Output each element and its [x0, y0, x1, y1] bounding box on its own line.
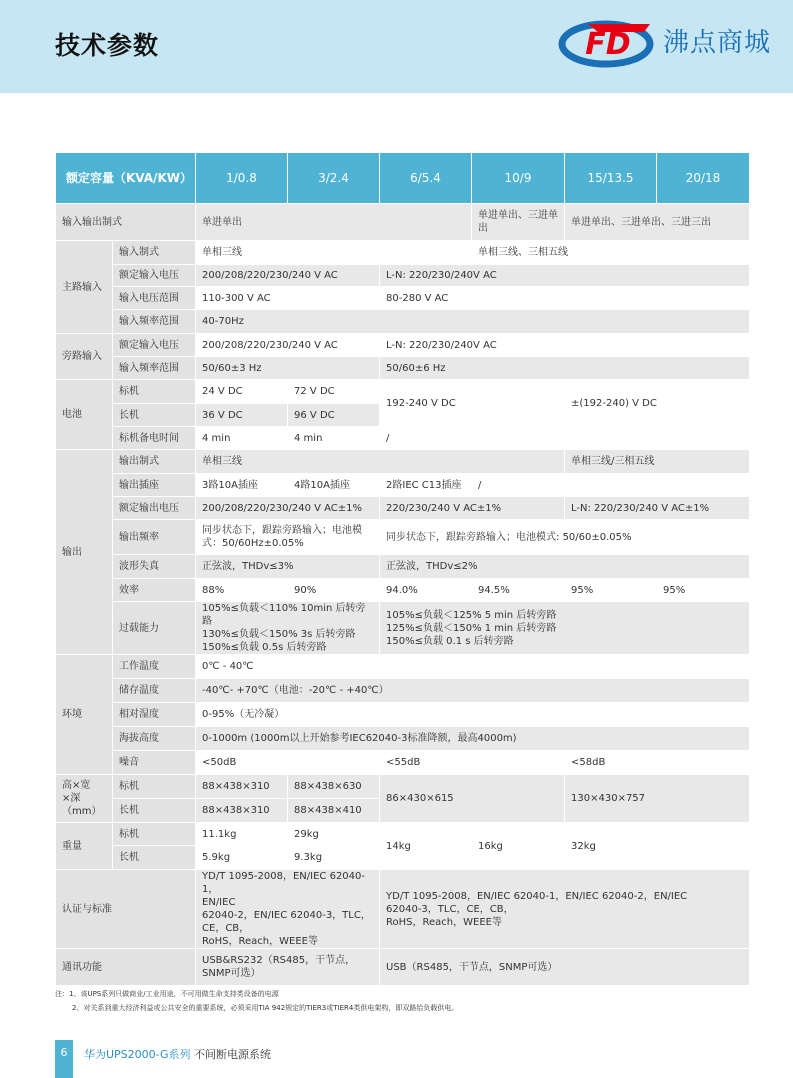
cell: 50/60±6 Hz	[380, 357, 750, 380]
row-label: 输出频率	[113, 520, 196, 555]
cell: 110-300 V AC	[196, 287, 380, 310]
cell: 95%	[565, 579, 657, 602]
row-label: 储存温度	[113, 679, 196, 703]
cell: /	[472, 474, 750, 497]
capacity-1: 1/0.8	[196, 153, 288, 204]
row-label: 长机	[113, 404, 196, 427]
table-row	[56, 204, 750, 241]
row-label: 标机备电时间	[113, 427, 196, 450]
cell: 单相三线	[196, 450, 565, 474]
group-label	[56, 775, 113, 823]
cell: 90%	[288, 579, 380, 602]
cell	[380, 870, 750, 949]
group-label: 旁路输入	[56, 334, 113, 380]
table-row	[56, 579, 750, 602]
row-label: 额定输入电压	[113, 334, 196, 357]
cell: 正弦波，THDv≤3%	[196, 555, 380, 579]
cell: 单相三线/三相五线	[565, 450, 750, 474]
cell: 4 min	[196, 427, 288, 450]
table-row	[56, 310, 750, 334]
cert-line: RoHS，Reach，WEEE等	[386, 916, 502, 928]
row-label: 效率	[113, 579, 196, 602]
cell: 2路IEC C13插座	[380, 474, 472, 497]
cell: 11.1kg	[196, 823, 288, 846]
cell: USB（RS485，干节点，SNMP可选）	[380, 949, 750, 986]
cell: 单相三线	[196, 241, 472, 265]
cell: /	[380, 427, 750, 450]
comm-line: SNMP可选）	[202, 968, 261, 979]
cell: 130×430×757	[565, 775, 750, 823]
row-label: 输入输出制式	[56, 204, 196, 241]
footer-desc: 不间断电源系统	[190, 1048, 272, 1061]
capacity-10: 10/9	[472, 153, 565, 204]
cell	[196, 870, 380, 949]
table-row	[56, 450, 750, 474]
cell: 200/208/220/230/240 V AC	[196, 334, 380, 357]
table-row	[56, 751, 750, 775]
cell: 同步状态下，跟踪旁路输入；电池模式：50/60Hz±0.05%	[196, 520, 380, 555]
group-label-line: 高×宽	[62, 780, 91, 791]
row-label: 过载能力	[113, 602, 196, 655]
cell: 220/230/240 V AC±1%	[380, 497, 565, 520]
cell: 同步状态下，跟踪旁路输入；电池模式: 50/60±0.05%	[380, 520, 750, 555]
cell: 单进单出、三进单出	[472, 204, 565, 241]
footnotes	[55, 987, 755, 1015]
cell: 88×438×630	[288, 775, 380, 799]
table-row	[56, 727, 750, 751]
logo-text: 沸点商城	[663, 28, 772, 58]
comm-line: USB&RS232（RS485，干节点，	[202, 955, 356, 966]
capacity-3: 3/2.4	[288, 153, 380, 204]
row-label: 噪音	[113, 751, 196, 775]
table-row	[56, 497, 750, 520]
table-row	[56, 474, 750, 497]
cell: -40℃- +70℃（电池：-20℃ - +40℃）	[196, 679, 750, 703]
cell: 95%	[657, 579, 750, 602]
cell: 正弦波，THDv≤2%	[380, 555, 750, 579]
cell: 40-70Hz	[196, 310, 750, 334]
table-row	[56, 520, 750, 555]
cell	[196, 949, 380, 986]
table-row	[56, 427, 750, 450]
cell: 5.9kg	[196, 846, 288, 870]
cell: L-N: 220/230/240 V AC±1%	[565, 497, 750, 520]
cell: 88%	[196, 579, 288, 602]
footnote-2: 2、对关系到重大经济利益或公共安全的重要系统，必须采用TIA 942规定的TIER3或TIER4类供电架构，即双路给负载供电。	[72, 1004, 459, 1012]
row-label: 额定输出电压	[113, 497, 196, 520]
group-label: 输出	[56, 450, 113, 655]
row-label: 输出插座	[113, 474, 196, 497]
cell: 88×438×310	[196, 775, 288, 799]
spec-table	[55, 152, 750, 986]
cell: <55dB	[380, 751, 565, 775]
cell: 14kg	[380, 823, 472, 870]
page-title: 技术参数	[55, 31, 160, 60]
cert-line: CE，CB，	[202, 923, 250, 934]
cell: 单进单出	[196, 204, 472, 241]
capacity-15: 15/13.5	[565, 153, 657, 204]
cell: 4 min	[288, 427, 380, 450]
cell: 29kg	[288, 823, 380, 846]
row-label: 输入电压范围	[113, 287, 196, 310]
cell: <58dB	[565, 751, 750, 775]
overload-line: 150%≤负载 0.5s 后转旁路	[202, 642, 327, 653]
cell	[196, 602, 380, 655]
row-label: 标机	[113, 823, 196, 846]
cell: 88×438×410	[288, 799, 380, 823]
table-row	[56, 823, 750, 846]
cell: 3路10A插座	[196, 474, 288, 497]
table-row	[56, 241, 750, 265]
cert-line: 62040-3，TLC，CE，CB，	[386, 903, 514, 915]
cell: 单进单出、三进单出、三进三出	[565, 204, 750, 241]
row-label: 标机	[113, 775, 196, 799]
cell: 0-1000m (1000m以上开始参考IEC62040-3标准降额，最高4000m)	[196, 727, 750, 751]
cell: 96 V DC	[288, 404, 380, 427]
cell: 50/60±3 Hz	[196, 357, 380, 380]
table-row	[56, 655, 750, 679]
footnote-1: 注：1、该UPS系列只做商业/工业用途，不可用做生命支持类设备的电源	[55, 990, 279, 998]
overload-line: 105%≤负载＜110% 10min 后转旁路	[202, 603, 366, 627]
cell: 200/208/220/230/240 V AC	[196, 265, 380, 287]
table-row	[56, 870, 750, 949]
row-label: 输入频率范围	[113, 310, 196, 334]
cell: 88×438×310	[196, 799, 288, 823]
row-label: 输出制式	[113, 450, 196, 474]
row-label: 认证与标准	[56, 870, 196, 949]
table-row	[56, 357, 750, 380]
table-row	[56, 287, 750, 310]
cell: 32kg	[565, 823, 750, 870]
row-label: 长机	[113, 799, 196, 823]
table-row	[56, 949, 750, 986]
row-label: 海拔高度	[113, 727, 196, 751]
cell: 200/208/220/230/240 V AC±1%	[196, 497, 380, 520]
cell: 4路10A插座	[288, 474, 380, 497]
overload-line: 130%≤负载＜150% 3s 后转旁路	[202, 629, 356, 640]
group-label: 主路输入	[56, 241, 113, 334]
cell: L-N: 220/230/240V AC	[380, 334, 750, 357]
group-label-line: （mm）	[62, 806, 102, 817]
cell: 94.5%	[472, 579, 565, 602]
row-label: 波形失真	[113, 555, 196, 579]
cell: 24 V DC	[196, 380, 288, 404]
cell: 94.0%	[380, 579, 472, 602]
cell: <50dB	[196, 751, 380, 775]
cell: 9.3kg	[288, 846, 380, 870]
cell: L-N: 220/230/240V AC	[380, 265, 750, 287]
cell: 16kg	[472, 823, 565, 870]
rated-capacity-header: 额定容量（KVA/KW）	[56, 153, 196, 204]
group-label: 重量	[56, 823, 113, 870]
row-label: 相对湿度	[113, 703, 196, 727]
overload-line: 105%≤负载＜125% 5 min 后转旁路	[386, 609, 557, 621]
row-label: 输入制式	[113, 241, 196, 265]
cell: 0℃ - 40℃	[196, 655, 750, 679]
capacity-6: 6/5.4	[380, 153, 472, 204]
table-row	[56, 555, 750, 579]
group-label: 环境	[56, 655, 113, 775]
cell	[380, 602, 750, 655]
group-label: 电池	[56, 380, 113, 450]
cell: 72 V DC	[288, 380, 380, 404]
table-row	[56, 380, 750, 404]
fd-logo-icon	[558, 12, 658, 72]
cell: 80-280 V AC	[380, 287, 750, 310]
table-row	[56, 703, 750, 727]
table-row	[56, 679, 750, 703]
cert-line: 62040-2，EN/IEC 62040-3，TLC，	[202, 910, 371, 921]
row-label: 额定输入电压	[113, 265, 196, 287]
row-label: 通讯功能	[56, 949, 196, 986]
row-label: 标机	[113, 380, 196, 404]
overload-line: 125%≤负载＜150% 1 min 后转旁路	[386, 622, 557, 634]
cell: ±(192-240) V DC	[565, 380, 750, 427]
cert-line: YD/T 1095-2008，EN/IEC 62040-1，EN/IEC 62040-2，EN/IEC	[386, 890, 688, 902]
cert-line: YD/T 1095-2008，EN/IEC 62040-1，	[202, 871, 366, 895]
logo-letters: FD	[585, 27, 631, 62]
header-row	[56, 153, 750, 204]
group-label-line: ×深	[62, 793, 81, 804]
table-row	[56, 265, 750, 287]
page-number: 6	[60, 1046, 68, 1059]
cert-line: RoHS，Reach，WEEE等	[202, 936, 318, 947]
footer-caption	[84, 1046, 271, 1062]
cell: 单相三线、三相五线	[472, 241, 750, 265]
row-label: 长机	[113, 846, 196, 870]
row-label: 输入频率范围	[113, 357, 196, 380]
cert-line: EN/IEC	[202, 897, 236, 908]
cell: 192-240 V DC	[380, 380, 565, 427]
cell: 0-95%（无冷凝）	[196, 703, 750, 727]
cell: 86×430×615	[380, 775, 565, 823]
overload-line: 150%≤负载 0.1 s 后转旁路	[386, 635, 514, 647]
table-row	[56, 602, 750, 655]
table-row	[56, 775, 750, 799]
table-row	[56, 334, 750, 357]
row-label: 工作温度	[113, 655, 196, 679]
footer-brand: 华为UPS2000-G系列	[84, 1048, 191, 1061]
capacity-20: 20/18	[657, 153, 750, 204]
cell: 36 V DC	[196, 404, 288, 427]
